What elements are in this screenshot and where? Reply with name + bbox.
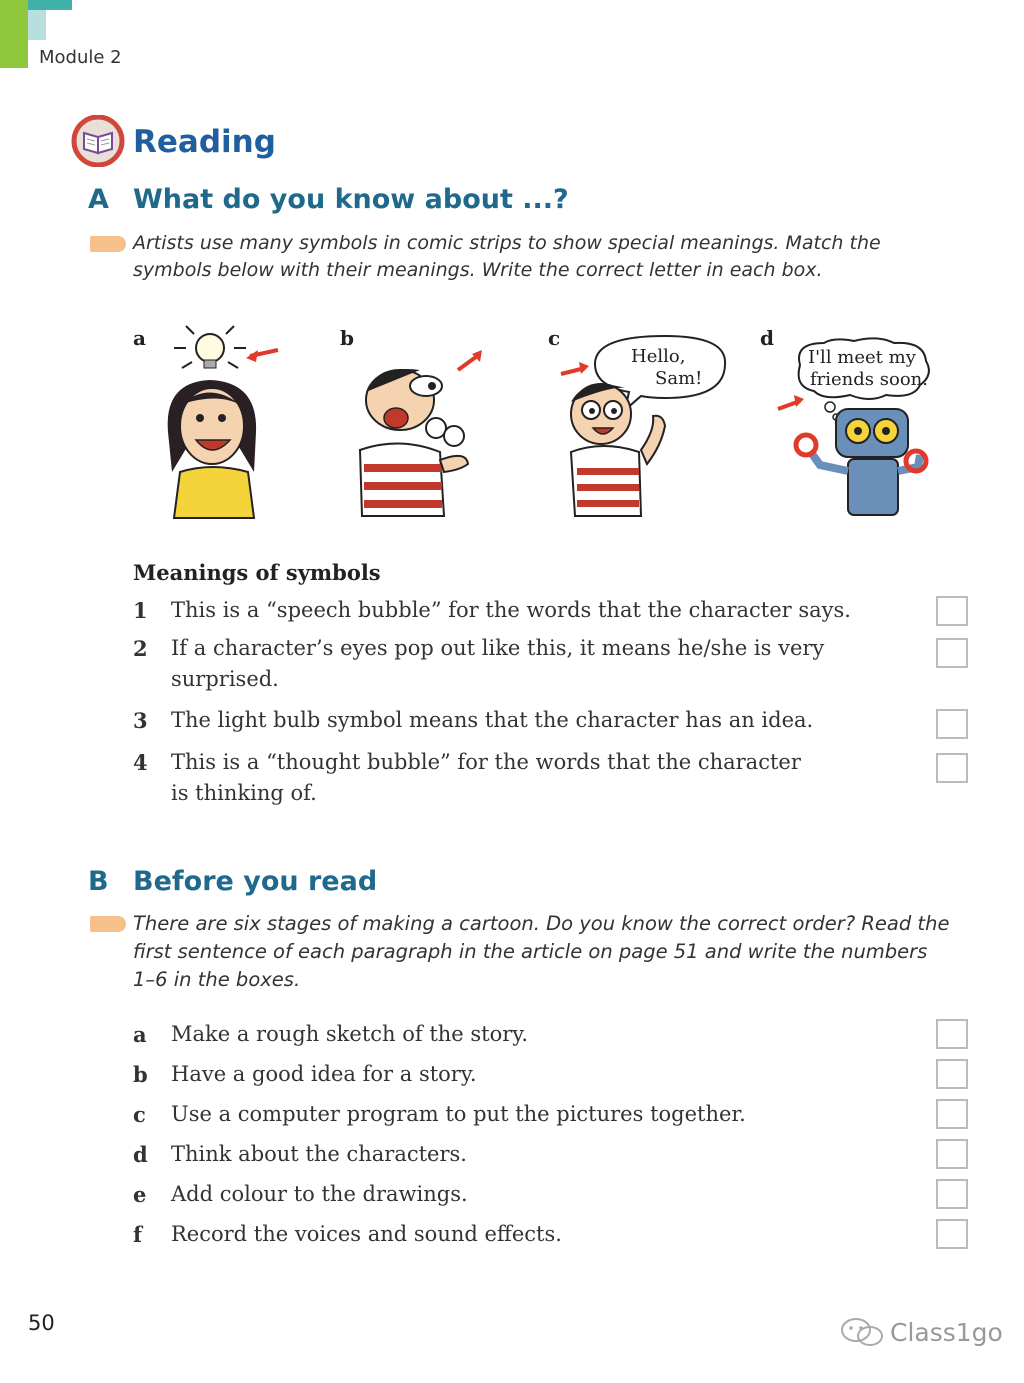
section-a-instruction-line2: symbols below with their meanings. Write the correct letter in each box. xyxy=(133,259,823,281)
thought-bubble-robot-illustration xyxy=(774,335,944,525)
section-a-letter: A xyxy=(88,184,109,215)
page-number: 50 xyxy=(28,1311,55,1335)
stage-item-c xyxy=(133,1099,746,1131)
answer-box-stage-a[interactable] xyxy=(936,1019,968,1049)
section-b-instruction-line3: 1–6 in the boxes. xyxy=(133,968,301,991)
stage-item-e xyxy=(133,1179,468,1211)
meaning-number: 3 xyxy=(133,708,148,733)
meaning-number: 1 xyxy=(133,598,148,623)
answer-box-meaning-3[interactable] xyxy=(936,709,968,739)
speech-bubble-line1: Hello, xyxy=(631,346,686,367)
corner-decoration-teal xyxy=(28,0,72,10)
meaning-text: The light bulb symbol means that the character has an idea. xyxy=(171,708,814,732)
picture-label-d: d xyxy=(760,326,774,350)
stage-letter: f xyxy=(133,1222,143,1247)
speech-bubble-line2: Sam! xyxy=(655,368,703,389)
answer-box-stage-c[interactable] xyxy=(936,1099,968,1129)
meaning-text: This is a “thought bubble” for the words that the character xyxy=(171,750,801,774)
section-b-letter: B xyxy=(88,866,109,897)
stage-item-b xyxy=(133,1059,477,1091)
stage-item-d xyxy=(133,1139,467,1171)
stage-text: Use a computer program to put the pictures together. xyxy=(171,1102,746,1126)
answer-box-meaning-4[interactable] xyxy=(936,753,968,783)
answer-box-meaning-2[interactable] xyxy=(936,638,968,668)
book-icon xyxy=(70,115,130,167)
meaning-text: This is a “speech bubble” for the words that the character says. xyxy=(171,598,851,622)
meaning-number: 2 xyxy=(133,636,148,661)
meaning-item-3 xyxy=(133,705,813,737)
picture-label-c: c xyxy=(548,326,561,350)
instruction-tag-icon xyxy=(90,236,126,252)
meaning-item-2 xyxy=(133,633,824,695)
stage-letter: c xyxy=(133,1102,146,1127)
answer-box-stage-e[interactable] xyxy=(936,1179,968,1209)
stage-text: Record the voices and sound effects. xyxy=(171,1222,562,1246)
meaning-text: If a character’s eyes pop out like this, it means he/she is very xyxy=(171,636,825,660)
section-b-title: Before you read xyxy=(133,866,378,897)
picture-label-b: b xyxy=(340,326,354,350)
meaning-item-1 xyxy=(133,595,851,627)
meaning-text-cont: is thinking of. xyxy=(171,781,317,805)
meaning-text-cont: surprised. xyxy=(171,667,279,691)
answer-box-stage-b[interactable] xyxy=(936,1059,968,1089)
stage-item-a xyxy=(133,1019,528,1051)
stage-letter: a xyxy=(133,1022,147,1047)
stage-text: Make a rough sketch of the story. xyxy=(171,1022,529,1046)
section-b-instruction-line1: There are six stages of making a cartoon. Do you know the correct order? Read the xyxy=(133,912,950,935)
section-a-instruction-line1: Artists use many symbols in comic strips to show special meanings. Match the xyxy=(133,232,881,254)
girl-with-lightbulb-illustration xyxy=(150,322,290,522)
watermark-text: Class1go xyxy=(890,1317,1003,1347)
section-b-instruction-line2: first sentence of each paragraph in the article on page 51 and write the numbers xyxy=(133,940,928,963)
thought-bubble-line2: friends soon. xyxy=(810,369,928,390)
watermark xyxy=(840,1317,1003,1347)
instruction-tag-icon xyxy=(90,916,126,932)
answer-box-meaning-1[interactable] xyxy=(936,596,968,626)
lightbulb-icon xyxy=(174,326,246,368)
stage-letter: d xyxy=(133,1142,148,1167)
answer-box-stage-d[interactable] xyxy=(936,1139,968,1169)
wechat-icon xyxy=(840,1317,884,1347)
meaning-item-4 xyxy=(133,747,801,809)
module-label: Module 2 xyxy=(39,47,122,68)
section-a-title: What do you know about ...? xyxy=(133,184,569,215)
meaning-number: 4 xyxy=(133,750,148,775)
stage-text: Think about the characters. xyxy=(171,1142,467,1166)
picture-label-a: a xyxy=(133,326,146,350)
corner-decoration-green xyxy=(0,0,28,68)
stage-item-f xyxy=(133,1219,562,1251)
surprised-boy-illustration xyxy=(340,340,490,520)
speech-bubble-boy-illustration xyxy=(555,330,735,520)
thought-bubble-line1: I'll meet my xyxy=(808,347,916,368)
corner-decoration-light xyxy=(28,10,46,40)
stage-text: Add colour to the drawings. xyxy=(171,1182,468,1206)
meanings-heading: Meanings of symbols xyxy=(133,560,381,585)
answer-box-stage-f[interactable] xyxy=(936,1219,968,1249)
stage-letter: b xyxy=(133,1062,148,1087)
reading-title: Reading xyxy=(133,124,276,160)
stage-text: Have a good idea for a story. xyxy=(171,1062,477,1086)
stage-letter: e xyxy=(133,1182,147,1207)
